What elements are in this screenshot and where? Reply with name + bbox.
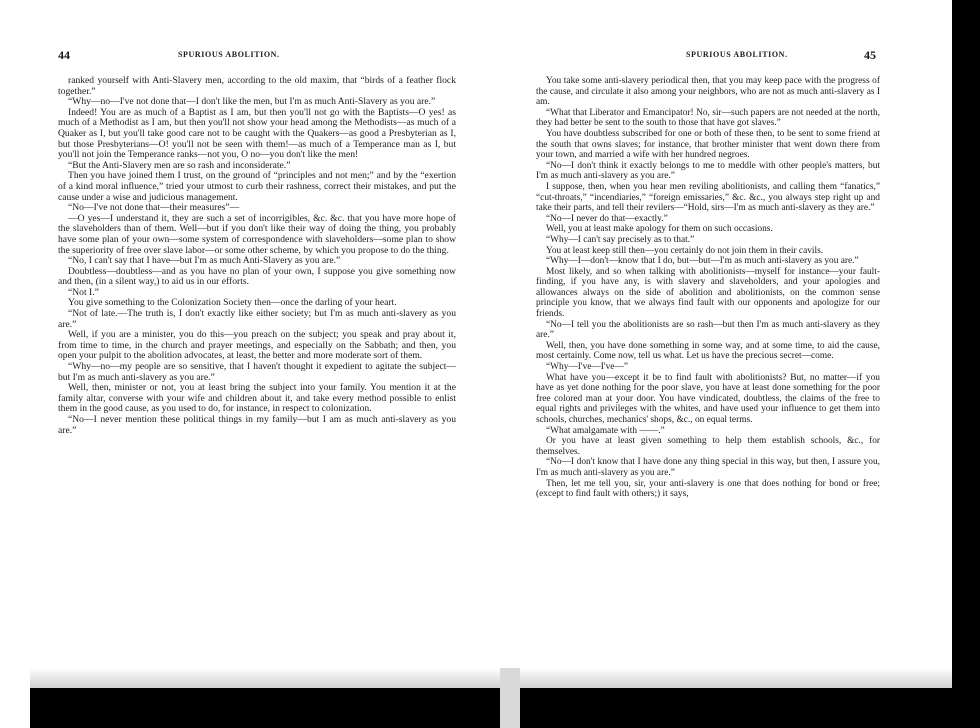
paragraph: “No—I don't know that I have done any thing special in this way, but then, I assure you, I'm as much anti-slavery as you are.” bbox=[536, 457, 880, 478]
paragraph: “Why—I can't say precisely as to that.” bbox=[546, 234, 695, 245]
left-page-number: 44 bbox=[58, 48, 70, 62]
right-page bbox=[536, 48, 880, 608]
paragraph: “Why—no—my people are so sensitive, that I haven't thought it expedient to agitate the subject—but I'm as much anti-slavery as you are.” bbox=[58, 361, 456, 383]
paragraph: Indeed! You are as much of a Baptist as I am, but then you'll not go with the Baptists—O yes! as much of a Methodist as I am, but then you'll not show your head among the Methodists—as much of a Quaker as I, but you'll take good care not to be caught with the Quakers—as good a Presbyterian as I, but those Presbyterians—O! you'll not be seen with them!—as much of a Temperance man as I, but you'll not join the Temperance ranks—not you, O no—you don't like the men! bbox=[58, 106, 456, 161]
paragraph: “Why—I've—I've—” bbox=[546, 362, 628, 373]
right-running-head bbox=[536, 48, 880, 64]
paragraph: “What that Liberator and Emancipator! No, sir—such papers are not needed at the north, they had better be sent to the south to those that have got slaves.” bbox=[536, 107, 880, 129]
paragraph: Well, then, minister or not, you at least bring the subject into your family. You mention it at the family altar, converse with your wife and children about it, and take every method possible to enlist them in the good cause, as you used to do, for instance, in respect to colonization. bbox=[58, 382, 456, 415]
left-page bbox=[58, 48, 456, 608]
paragraph: “No—I never mention these political things in my family—but I am as much anti-slavery as you are.” bbox=[58, 414, 456, 436]
paragraph: Well, if you are a minister, you do this—you preach on the subject; you speak and pray about it, from time to time, in the church and prayer meetings, and especially on the Sabbath; and then, you open your pulpit to the abolition advocates, at least, the better and more moderate sort of them. bbox=[58, 329, 456, 362]
paragraph: Then, let me tell you, sir, your anti-slavery is one that does nothing for bond or free; (except to find fault with others;) it says, bbox=[536, 478, 880, 500]
right-page-number: 45 bbox=[864, 48, 876, 62]
scan-shadow-right bbox=[520, 668, 980, 688]
scan-edge-right bbox=[952, 0, 980, 728]
paragraph: Doubtless—doubtless—and as you have no plan of your own, I suppose you give something now and then, (in a silent way,) to aid us in our efforts. bbox=[58, 265, 456, 288]
left-body-text bbox=[58, 76, 456, 436]
left-running-head bbox=[58, 48, 456, 64]
right-running-title: SPURIOUS ABOLITION. bbox=[686, 50, 788, 59]
paragraph: Well, you at least make apology for them on such occasions. bbox=[546, 224, 773, 235]
scan-border-left bbox=[30, 688, 500, 728]
paragraph: “Not I.” bbox=[68, 286, 99, 298]
scan-border-right bbox=[520, 688, 980, 728]
paragraph: What have you—except it be to find fault with abolitionists? But, no matter—if you have as yet done nothing for the poor slave, you have at least done something for the poor free colored man at your door. You have vindicated, doubtless, the claims of the free to equal rights and privileges with the whites, and have used your influence to get them into schools, churches, mechanics' shops, &c., on equal terms. bbox=[536, 372, 880, 425]
scan-shadow-left bbox=[30, 668, 500, 688]
paragraph: Well, then, you have done something in some way, and at some time, to aid the cause, most certainly. Come now, tell us what. Let us have the precious secret—come. bbox=[536, 340, 880, 362]
paragraph: “Why—I—don't—know that I do, but—but—I'm as much anti-slavery as you are.” bbox=[546, 256, 859, 267]
paragraph: “No—I never do that—exactly.” bbox=[546, 213, 668, 224]
right-body-text bbox=[536, 76, 880, 500]
paragraph: “No—I don't think it exactly belongs to me to meddle with other people's matters, but I'm as much anti-slavery as you are.” bbox=[536, 160, 880, 182]
paragraph: “No, I can't say that I have—but I'm as much Anti-Slavery as you are.” bbox=[68, 255, 341, 267]
paragraph: “What amalgamate with ——.” bbox=[546, 425, 665, 436]
paragraph: You take some anti-slavery periodical then, that you may keep pace with the progress of the cause, and circulate it also among your neighbors, who are not as much anti-slavery as I am. bbox=[536, 76, 880, 108]
left-running-title: SPURIOUS ABOLITION. bbox=[178, 50, 280, 59]
paragraph: You have doubtless subscribed for one or both of these then, to be sent to some friend at the south that owns slaves; for instance, that brother minister that went down there from your town, and married a wife with her hundred negroes. bbox=[536, 128, 880, 161]
paragraph: “No—I tell you the abolitionists are so rash—but then I'm as much anti-slavery as they are.” bbox=[536, 319, 880, 341]
paragraph: Then you have joined them I trust, on the ground of “principles and not men;” and by the “exertion of a kind moral influence,” tried your utmost to curb their rashness, correct their mistakes, and put the cause under a wise and judicious management. bbox=[58, 170, 456, 203]
scan-gutter bbox=[500, 668, 520, 728]
paragraph: Or you have at least given something to help them establish schools, &c., for themselves. bbox=[536, 436, 880, 457]
paragraph: “No—I've not done that—their measures”— bbox=[68, 202, 240, 214]
paragraph: You at least keep still then—you certainly do not join them in their cavils. bbox=[546, 245, 824, 256]
paragraph: Most likely, and so when talking with abolitionists—myself for instance—your fault-finding, if you have any, is with slavery and slaveholders, and your apologies and allowances always on the side of abolition and abolitionists, on the common sense principle you know, that we always find fault with our opponents and apologize for our friends. bbox=[536, 266, 880, 320]
paragraph: You give something to the Colonization Society then—once the darling of your heart. bbox=[68, 297, 397, 309]
paragraph: “Not of late.—The truth is, I don't exactly like either society; but I'm as much anti-slavery as you are.” bbox=[58, 308, 456, 330]
paragraph: I suppose, then, when you hear men reviling abolitionists, and calling them “fanatics,” “cut-throats,” “incendiaries,” “foreign emissaries,” &c. &c., you always step right up and take their parts, and tell their revilers—“Hold, sirs—I'm as much anti-slavery as they are.” bbox=[536, 181, 880, 214]
paragraph: “But the Anti-Slavery men are so rash and inconsiderate.” bbox=[68, 159, 291, 171]
paragraph: ranked yourself with Anti-Slavery men, according to the old maxim, that “birds of a feather flock together.” bbox=[58, 75, 456, 97]
paragraph: —O yes—I understand it, they are such a set of incorrigibles, &c. &c. that you have more hope of the slaveholders than of them. Well—but if you don't like their way of doing the thing, you probably have some plan of your own—some system of correspondence with slaveholders—some plan to show the superiority of free over slave labor—or some other scheme, by which you propose to do the thing. bbox=[58, 212, 456, 256]
paragraph: “Why—no—I've not done that—I don't like the men, but I'm as much Anti-Slavery as you are.” bbox=[68, 96, 436, 108]
